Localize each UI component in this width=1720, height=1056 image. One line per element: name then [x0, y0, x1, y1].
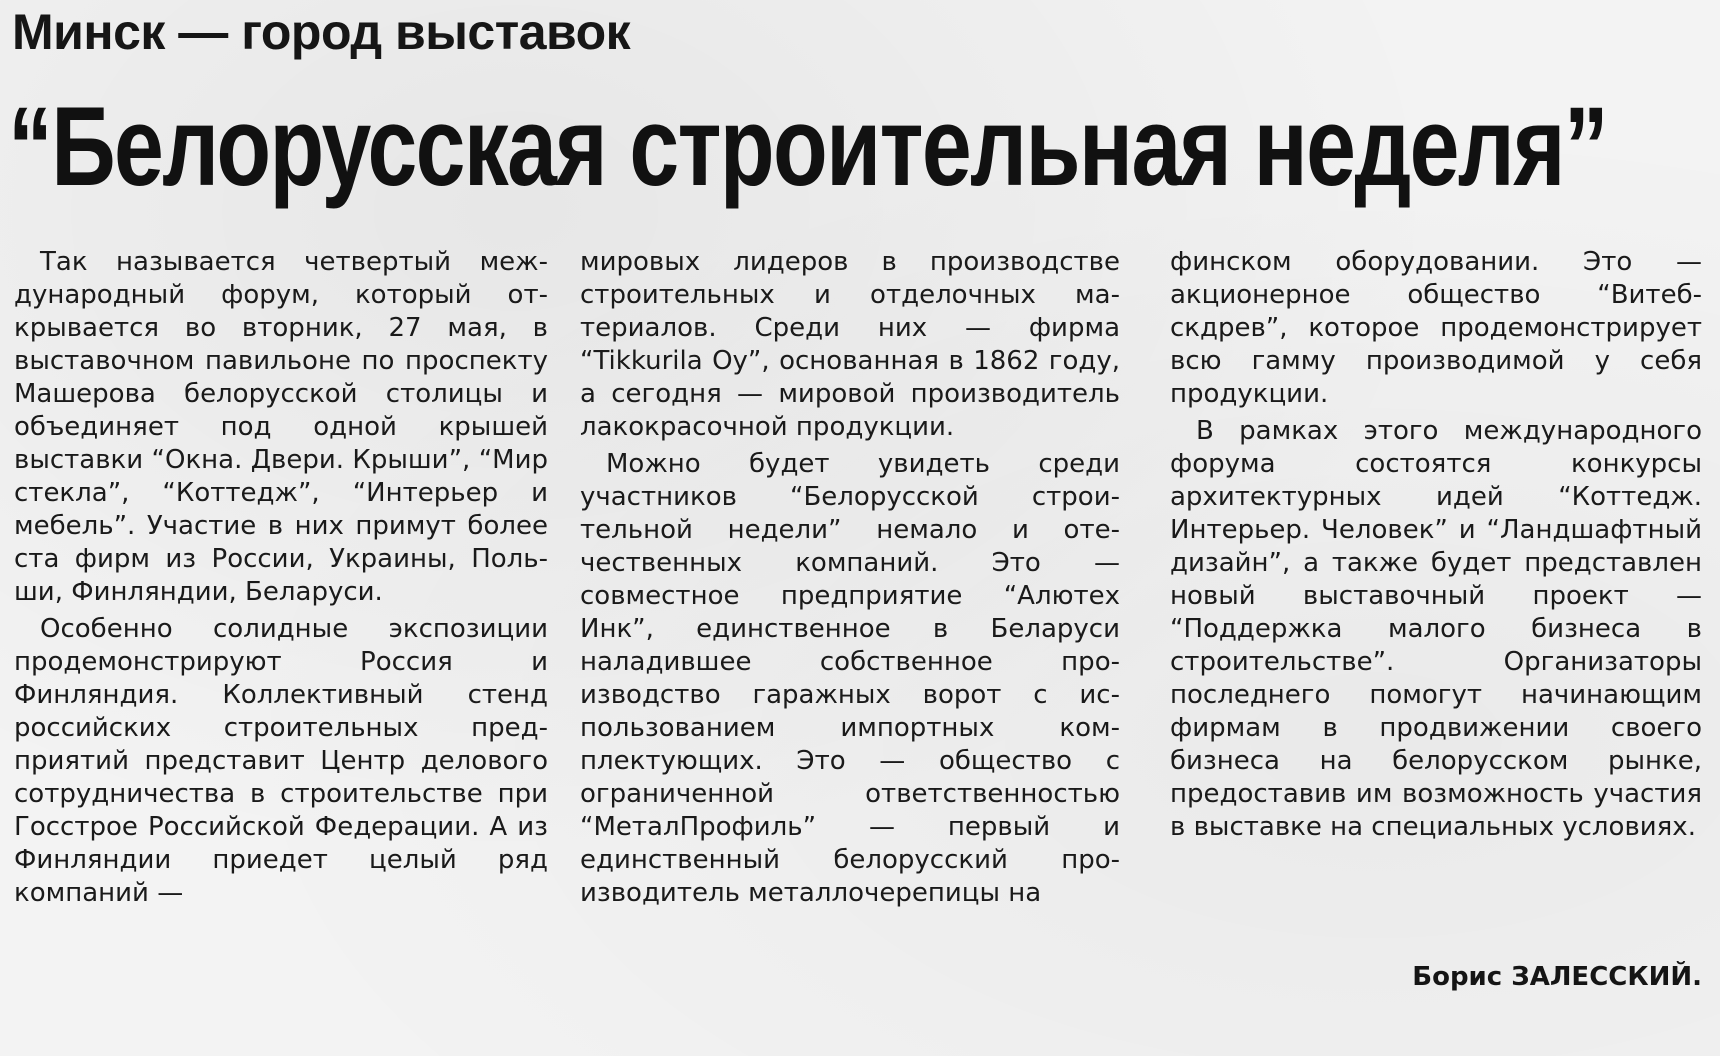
- paragraph: В рамках этого международного форума состоятся конкурсы архитектурных идей “Коттедж. Интерьер. Человек” и “Ландшафтный дизайн”, а также будет представлен новый выставочный проект — “Поддержка малого бизнеса в строительстве”. Организаторы последнего помогут начинающим фирмам в продвижении своего бизнеса на белорусском рынке, предоставив им возможность участия в выставке на специальных условиях.: [1170, 416, 1702, 842]
- paragraph: Так называется четвертый международный форум, который открывается во вторник, 27 мая, в выставочном павильоне по проспекту Машерова белорусской столицы и объединяет под одной крышей выставки “Окна. Двери. Крыши”, “Мир стекла”, “Коттедж”, “Интерьер и мебель”. Участие в них примут более ста фирм из России, Украины, Польши, Финляндии, Беларуси.: [14, 247, 548, 607]
- article-headline: “Белорусская строительная неделя”: [8, 84, 1608, 209]
- article-column-2: [580, 246, 1120, 914]
- paragraph: финском оборудовании. Это — акционерное общество “Витебскдрев”, которое продемонстрирует всю гамму производимой у себя продукции.: [1170, 247, 1702, 409]
- article-column-1: [14, 246, 548, 914]
- article-column-3: [1170, 246, 1702, 848]
- paragraph: Особенно солидные экспозиции продемонстрируют Россия и Финляндия. Коллективный стенд российских строительных предприятий представит Центр делового сотрудничества в строительстве при Госстрое Российской Федерации. А из Финляндии приедет целый ряд компаний —: [14, 614, 548, 908]
- paragraph: мировых лидеров в производстве строительных и отделочных материалов. Среди них — фирма “Tikkurila Oy”, основанная в 1862 году, а сегодня — мировой производитель лакокрасочной продукции.: [580, 247, 1120, 442]
- author-byline: Борис ЗАЛЕССКИЙ.: [1412, 962, 1702, 992]
- section-kicker: Минск — город выставок: [12, 4, 631, 60]
- paragraph: Можно будет увидеть среди участников “Белорусской строительной недели” немало и отечественных компаний. Это — совместное предприятие “Алютех Инк”, единственное в Беларуси наладившее собственное производство гаражных ворот с использованием импортных комплектующих. Это — общество с ограниченной ответственностью “МеталПрофиль” — первый и единственный белорусский производитель металлочерепицы на: [580, 449, 1120, 908]
